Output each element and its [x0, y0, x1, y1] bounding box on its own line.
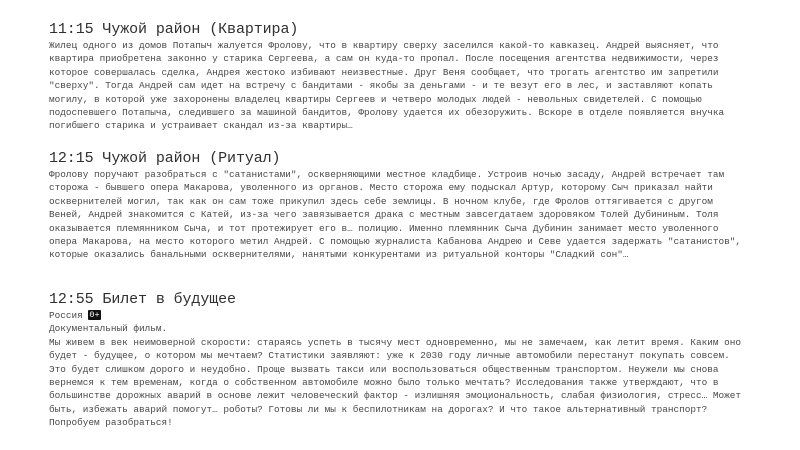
program-title[interactable]: Билет в будущее — [102, 291, 236, 308]
program-country: Россия — [49, 310, 83, 321]
program-genre: Документальный фильм. — [49, 323, 168, 335]
program-time: 12:15 — [49, 150, 94, 167]
program-time: 12:55 — [49, 291, 94, 308]
program-meta — [49, 309, 749, 322]
program-description: Мы живем в век неимоверной скорости: стараясь успеть в тысячу мест одновременно, мы не замечаем, как летит время. Каким оно будет - будущее, о котором мы мечтаем? Статистики заявляют: уже к 2030 году личные автомобили перестанут покупать совсем. Это будет слишком дорого и неудобно. Проще вызвать такси или воспользоваться общественным транспортом. Неужели мы снова вернемся к тем временам, когда о собственном автомобиле можно было только мечтать? Исследования также утверждают, что в большинстве дорожных аварий в основе лежит человеческий фактор - излишняя эмоциональность, слабая физиология, стресс… Может быть, избежать аварий помогут… роботы? Готовы ли мы к беспилотникам на дорогах? И что такое альтернативный транспорт? Попробуем разобраться! — [49, 336, 741, 429]
program-description: Жилец одного из домов Потапыч жалуется Фролову, что в квартиру сверху заселился какой-то кавказец. Андрей выясняет, что квартира приобретена законно у старика Сергеева, а сам он куда-то пропал. После посещения агентства недвижимости, через которое совершалась сделка, Андрея жестоко избивают неизвестные. Друг Веня сообщает, что трогать агентство им запретили "сверху". Тогда Андрей сам идет на встречу с бандитами - якобы за деньгами - и те везут его в лес, и заставляют копать могилу, в которой уже захоронены владелец квартиры Сергеев и четверо молодых людей - невольных свидетелей. С помощью подоспевшего Потапыча, следившего за машиной бандитов, Фролову удается их обезоружить. Вскоре в отделе появляется внучка погибшего старика и устраивает скандал из-за квартиры… — [49, 40, 725, 132]
program-heading — [49, 290, 749, 309]
program-heading — [49, 149, 749, 168]
program-title[interactable]: Чужой район (Ритуал) — [102, 150, 281, 167]
program-entry — [49, 290, 749, 430]
program-time: 11:15 — [49, 21, 94, 38]
program-entry — [49, 20, 749, 133]
age-rating-badge: 0+ — [89, 310, 100, 320]
program-heading — [49, 20, 749, 39]
program-entry — [49, 149, 749, 262]
program-title[interactable]: Чужой район (Квартира) — [102, 21, 299, 38]
program-description: Фролову поручают разобраться с "сатанистами", оскверняющими местное кладбище. Устроив ночью засаду, Андрей встречает там сторожа - бывшего опера Макарова, уволенного из органов. Место сторожа ему подыскал Артур, которому Сыч приказал найти осквернителей могил, так как он сам тоже прикупил здесь себе землицы. В ночном клубе, где Фролов оттягивается с другом Веней, Андрей знакомится с Катей, из-за чего завязывается драка с местным завсегдатаем здоровяком Толей Дубининым. Толя оказывается племянником Сыча, и тот протежирует его в… полицию. Именно племянник Сыча Дубинин занимает место уволенного опера Макарова, на место которого метил Андрей. С помощью журналиста Кабанова Андрею и Севе удается задержать "сатанистов", которые оказались банальными осквернителями, нанятыми конкурентами из ритуальной конторы "Сладкий сон"… — [49, 169, 741, 261]
